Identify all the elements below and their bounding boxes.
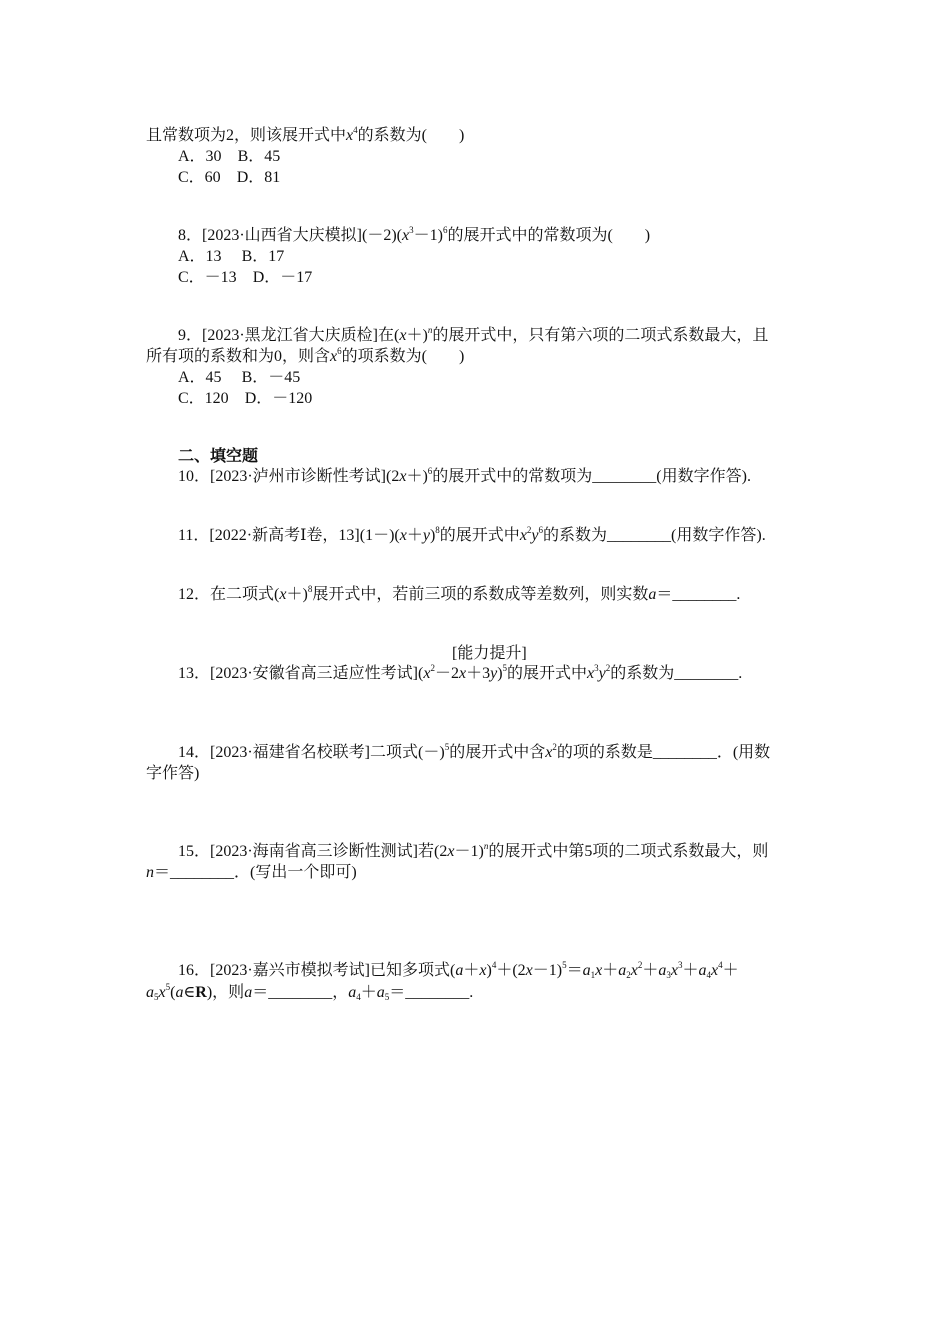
- q8-option-c[interactable]: C．－13: [178, 269, 237, 286]
- q11-source: [2022·新高考Ⅰ卷，13]: [209, 527, 360, 544]
- q8-source: [2023·山西省大庆模拟]: [202, 227, 363, 244]
- q16-stem-line1: 16．[2023·嘉兴市模拟考试]已知多项式$(a+x)^4+(2x-1)^5=a_1x+a_2x^2+a_3x^3+a_4x^4+$: [178, 960, 739, 980]
- section-fill-in-title: 二、填空题: [178, 448, 259, 465]
- q9-option-d[interactable]: D．－120: [244, 390, 313, 407]
- q15-source: [2023·海南省高三诊断性测试]: [210, 843, 419, 860]
- q13-stem: 13．[2023·安徽省高三适应性考试]$(x^2-2x+3y)^5$的展开式中$x^3y^2$的系数为________.: [178, 663, 743, 682]
- q8-option-d[interactable]: D．－17: [252, 269, 313, 286]
- q14-stem-line1: 14．[2023·福建省名校联考]二项式$(-)^5$的展开式中含$x^2$的项的系数是________．(用数: [178, 742, 771, 761]
- q8-options-row1: [178, 247, 284, 267]
- section-ability-title: [能力提升]: [452, 645, 527, 662]
- q11-stem: 11．[2022·新高考Ⅰ卷，$13](1-)(x+y)^8$的展开式中$x^2y^6$的系数为________(用数字作答).: [178, 525, 766, 544]
- q13-source: [2023·安徽省高三适应性考试]: [210, 665, 419, 682]
- q8-option-b[interactable]: B．17: [241, 248, 285, 265]
- q15-stem-line1: 15．[2023·海南省高三诊断性测试]若$(2x-1)^n$的展开式中第5项的二项式系数最大，则: [178, 841, 769, 860]
- q9-option-b[interactable]: B．－45: [241, 369, 301, 386]
- q7-continuation: 且常数项为2，则该展开式中$x^4$的系数为( ): [146, 125, 465, 144]
- q9-option-c[interactable]: C．120: [178, 390, 229, 407]
- q10-stem: 10．[2023·泸州市诊断性考试]$(2x+)^6$的展开式中的常数项为________(用数字作答).: [178, 466, 751, 485]
- q10-source: [2023·泸州市诊断性考试]: [210, 468, 387, 485]
- q7-option-a[interactable]: A．30: [178, 148, 222, 165]
- q12-stem: 12．在二项式$(x+)^8$展开式中，若前三项的系数成等差数列，则实数a＝________.: [178, 584, 741, 603]
- q7-option-b[interactable]: B．45: [237, 148, 281, 165]
- q16-source: [2023·嘉兴市模拟考试]: [210, 962, 371, 979]
- q8-options-row2: [178, 268, 312, 288]
- q7-options-row2: [178, 168, 280, 188]
- q9-stem-line2: 所有项的系数和为0，则含$x^6$的项系数为( ): [146, 346, 465, 365]
- q9-option-a[interactable]: A．45: [178, 369, 222, 386]
- q9-options-row1: [178, 368, 300, 388]
- q16-stem-line2: $a_5x^5(a\in R)$，则a＝________，$a_4+a_5=\_\_\_\_\_\_\_\_$.: [146, 982, 474, 1002]
- q7-option-d[interactable]: D．81: [236, 169, 281, 186]
- q14-source: [2023·福建省名校联考]: [210, 744, 371, 761]
- q14-stem-line2: 字作答): [146, 765, 200, 782]
- q9-source: [2023·黑龙江省大庆质检]: [202, 327, 379, 344]
- q8-option-a[interactable]: A．13: [178, 248, 222, 265]
- q7-options-row1: [178, 147, 280, 167]
- q9-options-row2: [178, 389, 312, 409]
- q9-stem-line1: 9．[2023·黑龙江省大庆质检]在$(x+)^n$的展开式中，只有第六项的二项式系数最大，且: [178, 325, 769, 344]
- q8-stem: 8．[2023·山西省大庆模拟]$(-2)(x^3-1)^6$的展开式中的常数项为( ): [178, 225, 651, 244]
- q15-stem-line2: n＝________．(写出一个即可): [146, 864, 357, 881]
- q7-option-c[interactable]: C．60: [178, 169, 221, 186]
